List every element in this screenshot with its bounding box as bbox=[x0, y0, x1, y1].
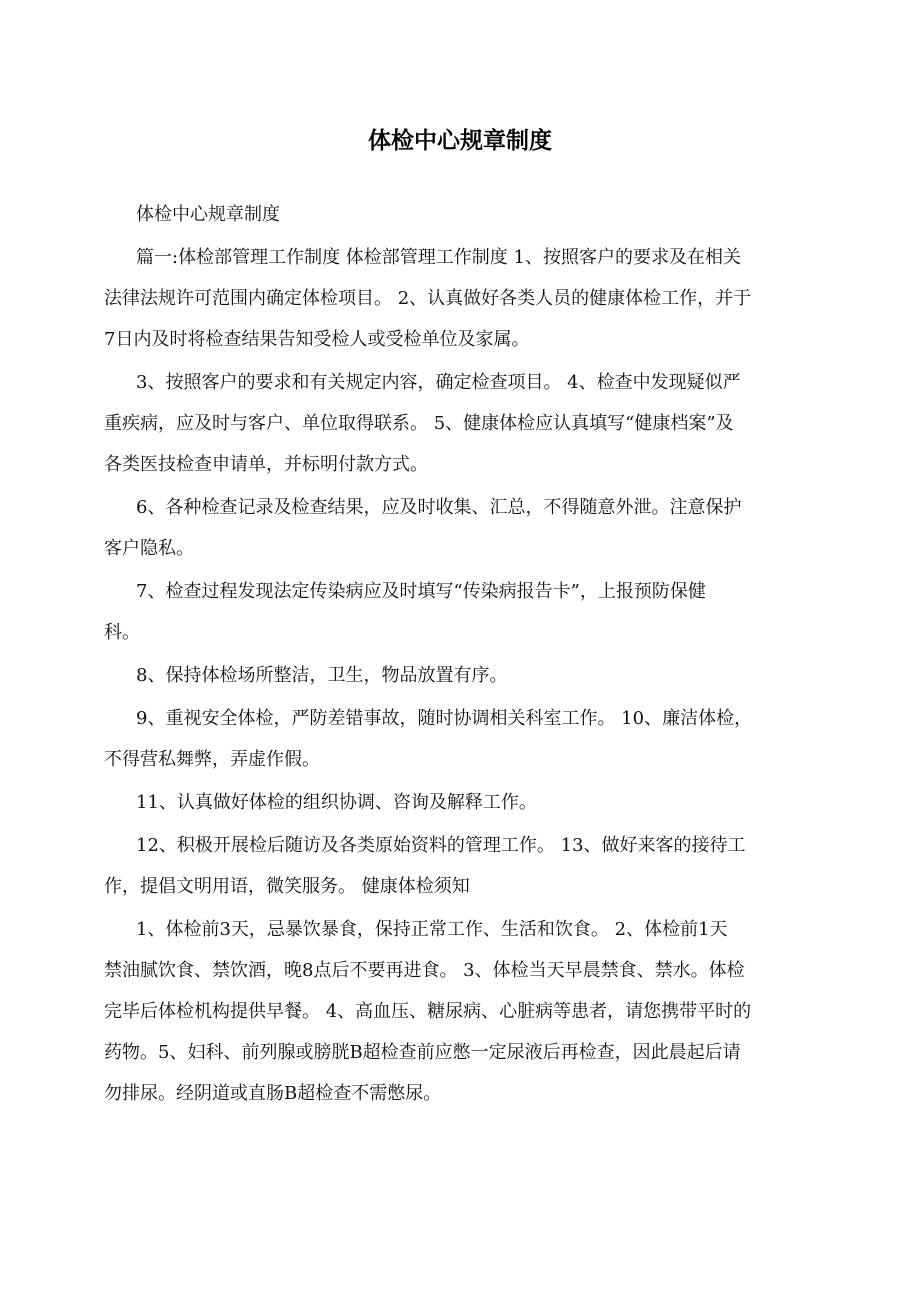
text-line: 3、按照客户的要求和有关规定内容，确定检查项目。 4、检查中发现疑似严 bbox=[136, 372, 741, 393]
text-line: 11、认真做好体检的组织协调、咨询及解释工作。 bbox=[136, 792, 537, 813]
text-line: 9、重视安全体检，严防差错事故，随时协调相关科室工作。 10、廉洁体检， bbox=[136, 708, 753, 729]
paragraph bbox=[104, 655, 816, 696]
paragraph bbox=[104, 194, 816, 235]
text-line: 药物。5、妇科、前列腺或膀胱B超检查前应憋一定尿液后再检查，因此晨起后请 bbox=[104, 1042, 741, 1063]
text-line: 1、体检前3天，忌暴饮暴食，保持正常工作、生活和饮食。 2、体检前1天 bbox=[136, 919, 728, 940]
text-line: 12、积极开展检后随访及各类原始资料的管理工作。 13、做好来客的接待工 bbox=[136, 835, 746, 856]
text-line: 完毕后体检机构提供早餐。 4、高血压、糖尿病、心脏病等患者，请您携带平时的 bbox=[104, 1001, 752, 1022]
text-line: 作，提倡文明用语，微笑服务。 健康体检须知 bbox=[104, 876, 470, 897]
text-line: 不得营私舞弊，弄虚作假。 bbox=[104, 749, 320, 770]
paragraph bbox=[104, 571, 816, 653]
document-title: 体检中心规章制度 bbox=[368, 128, 552, 154]
paragraph bbox=[104, 698, 816, 780]
text-line: 7日内及时将检查结果告知受检人或受检单位及家属。 bbox=[104, 329, 530, 350]
paragraph bbox=[104, 825, 816, 907]
paragraph bbox=[104, 909, 816, 1114]
text-line: 法律法规许可范围内确定体检项目。 2、认真做好各类人员的健康体检工作，并于 bbox=[104, 288, 752, 309]
text-line: 各类医技检查申请单，并标明付款方式。 bbox=[104, 454, 428, 475]
paragraph bbox=[104, 782, 816, 823]
text-line: 7、检查过程发现法定传染病应及时填写“传染病报告卡”，上报预防保健 bbox=[136, 581, 706, 602]
text-line: 科。 bbox=[104, 622, 140, 643]
paragraph bbox=[104, 487, 816, 569]
text-line: 8、保持体检场所整洁，卫生，物品放置有序。 bbox=[136, 665, 508, 686]
text-line: 篇一:体检部管理工作制度 体检部管理工作制度 1、按照客户的要求及在相关 bbox=[136, 247, 741, 268]
document-body bbox=[104, 194, 816, 1116]
text-line: 客户隐私。 bbox=[104, 538, 194, 559]
text-line: 重疾病，应及时与客户、单位取得联系。 5、健康体检应认真填写“健康档案”及 bbox=[104, 413, 734, 434]
text-line: 勿排尿。经阴道或直肠B超检查不需憋尿。 bbox=[104, 1083, 442, 1104]
paragraph bbox=[104, 237, 816, 360]
text-line: 6、各种检查记录及检查结果，应及时收集、汇总，不得随意外泄。注意保护 bbox=[136, 497, 742, 518]
text-line: 体检中心规章制度 bbox=[136, 204, 280, 225]
text-line: 禁油腻饮食、禁饮酒，晚8点后不要再进食。 3、体检当天早晨禁食、禁水。体检 bbox=[104, 960, 745, 981]
paragraph bbox=[104, 362, 816, 485]
